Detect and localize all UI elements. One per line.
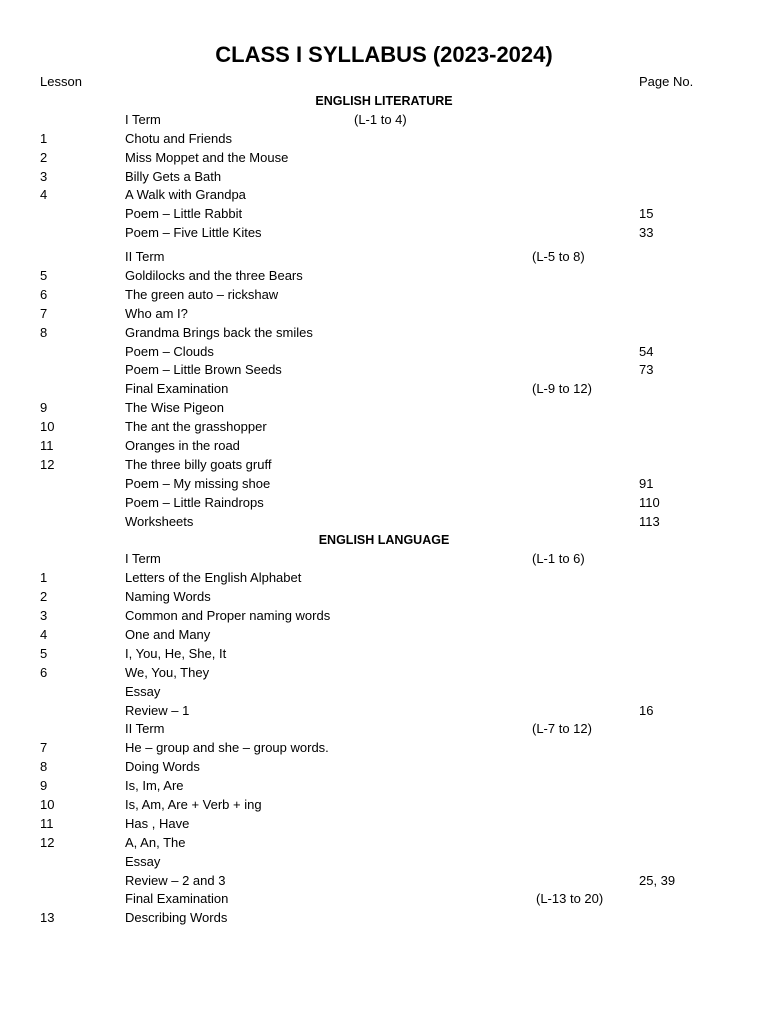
lesson-row xyxy=(0,588,768,607)
lesson-title: Is, Im, Are xyxy=(125,778,184,794)
lesson-row xyxy=(0,739,768,758)
lesson-column-header: Lesson xyxy=(40,74,82,89)
lesson-row xyxy=(0,664,768,683)
lesson-title: Poem – My missing shoe xyxy=(125,475,271,491)
lesson-row xyxy=(0,205,768,224)
lesson-row xyxy=(0,626,768,645)
term-row xyxy=(0,890,768,909)
lesson-number: 10 xyxy=(40,796,55,812)
term-row xyxy=(0,720,768,739)
term-row xyxy=(0,380,768,399)
lesson-number: 12 xyxy=(40,456,55,472)
lesson-title: He – group and she – group words. xyxy=(125,740,329,756)
lesson-row xyxy=(0,437,768,456)
lesson-range: (L-13 to 20) xyxy=(536,891,604,907)
lesson-row xyxy=(0,815,768,834)
term-title: I Term xyxy=(125,111,161,127)
term-title: I Term xyxy=(125,551,161,567)
lesson-row xyxy=(0,418,768,437)
lesson-row xyxy=(0,343,768,362)
lesson-range: (L-7 to 12) xyxy=(532,721,592,737)
lesson-title: Oranges in the road xyxy=(125,438,240,454)
lesson-title: A Walk with Grandpa xyxy=(125,187,246,203)
lesson-title: Is, Am, Are + Verb + ing xyxy=(125,796,262,812)
lesson-title: Essay xyxy=(125,683,161,699)
lesson-title: Letters of the English Alphabet xyxy=(125,570,302,586)
lesson-row xyxy=(0,305,768,324)
lesson-row xyxy=(0,361,768,380)
lesson-title: Worksheets xyxy=(125,513,194,529)
term-title: II Term xyxy=(125,249,165,265)
lesson-row xyxy=(0,286,768,305)
lesson-title: Who am I? xyxy=(125,305,188,321)
lesson-row xyxy=(0,607,768,626)
lesson-number: 11 xyxy=(40,438,54,454)
lesson-number: 1 xyxy=(40,570,48,586)
page-number: 54 xyxy=(639,343,654,359)
lesson-title: Poem – Five Little Kites xyxy=(125,225,262,241)
lesson-title: A, An, The xyxy=(125,834,186,850)
term-title: Final Examination xyxy=(125,381,229,397)
lesson-row xyxy=(0,475,768,494)
lesson-row xyxy=(0,168,768,187)
section-title: ENGLISH LANGUAGE xyxy=(318,533,450,548)
lesson-title: One and Many xyxy=(125,626,211,642)
lesson-title: The Wise Pigeon xyxy=(125,400,224,416)
term-row xyxy=(0,550,768,569)
section-heading xyxy=(0,531,768,550)
lesson-number: 5 xyxy=(40,645,48,661)
lesson-title: Goldilocks and the three Bears xyxy=(125,268,303,284)
lesson-title: Poem – Little Raindrops xyxy=(125,494,264,510)
lesson-row xyxy=(0,645,768,664)
lesson-title: The three billy goats gruff xyxy=(125,456,272,472)
lesson-number: 5 xyxy=(40,268,48,284)
lesson-range: (L-1 to 4) xyxy=(354,111,407,127)
lesson-row xyxy=(0,130,768,149)
lesson-row xyxy=(0,872,768,891)
lesson-range: (L-5 to 8) xyxy=(532,249,585,265)
lesson-title: Doing Words xyxy=(125,759,200,775)
lesson-title: The green auto – rickshaw xyxy=(125,286,279,302)
lesson-number: 3 xyxy=(40,608,48,624)
lesson-number: 3 xyxy=(40,168,48,184)
lesson-title: Review – 2 and 3 xyxy=(125,872,226,888)
lesson-row xyxy=(0,149,768,168)
lesson-title: We, You, They xyxy=(125,664,210,680)
lesson-number: 4 xyxy=(40,187,48,203)
lesson-number: 12 xyxy=(40,834,55,850)
section-heading xyxy=(0,92,768,111)
page-number: 91 xyxy=(639,475,654,491)
lesson-number: 7 xyxy=(40,305,48,321)
lesson-number: 10 xyxy=(40,419,55,435)
lesson-number: 11 xyxy=(40,815,54,831)
term-row xyxy=(0,248,768,267)
term-row xyxy=(0,111,768,130)
lesson-row xyxy=(0,186,768,205)
lesson-title: The ant the grasshopper xyxy=(125,419,267,435)
lesson-title: Poem – Little Rabbit xyxy=(125,206,243,222)
lesson-title: Essay xyxy=(125,853,161,869)
section-title: ENGLISH LITERATURE xyxy=(315,94,453,108)
lesson-title: Has , Have xyxy=(125,815,190,831)
lesson-number: 8 xyxy=(40,759,48,775)
term-title: Final Examination xyxy=(125,891,229,907)
page-number: 16 xyxy=(639,702,654,718)
lesson-row xyxy=(0,777,768,796)
lesson-title: Common and Proper naming words xyxy=(125,608,331,624)
lesson-number: 2 xyxy=(40,149,48,165)
lesson-title: Miss Moppet and the Mouse xyxy=(125,149,289,165)
term-title: II Term xyxy=(125,721,165,737)
lesson-title: Poem – Little Brown Seeds xyxy=(125,362,282,378)
lesson-title: Chotu and Friends xyxy=(125,130,232,146)
lesson-title: Describing Words xyxy=(125,910,228,926)
page-number: 110 xyxy=(639,494,660,510)
lesson-row xyxy=(0,224,768,243)
lesson-number: 9 xyxy=(40,778,48,794)
lesson-title: Poem – Clouds xyxy=(125,343,214,359)
lesson-row xyxy=(0,267,768,286)
page-title: CLASS I SYLLABUS (2023-2024) xyxy=(215,42,553,67)
lesson-number: 6 xyxy=(40,664,48,680)
lesson-number: 4 xyxy=(40,626,48,642)
lesson-row xyxy=(0,324,768,343)
lesson-range: (L-9 to 12) xyxy=(532,381,592,397)
lesson-number: 1 xyxy=(40,130,48,146)
lesson-row xyxy=(0,702,768,721)
lesson-row xyxy=(0,834,768,853)
page-number: 113 xyxy=(639,513,660,529)
lesson-row xyxy=(0,569,768,588)
syllabus-rows xyxy=(0,92,768,928)
lesson-number: 8 xyxy=(40,324,48,340)
page-number: 73 xyxy=(639,362,654,378)
lesson-row xyxy=(0,513,768,532)
lesson-number: 6 xyxy=(40,286,48,302)
lesson-number: 7 xyxy=(40,740,48,756)
lesson-row xyxy=(0,494,768,513)
lesson-title: Grandma Brings back the smiles xyxy=(125,324,313,340)
lesson-number: 13 xyxy=(40,910,55,926)
page-number: 25, 39 xyxy=(639,872,676,888)
page-number: 33 xyxy=(639,225,654,241)
lesson-number: 2 xyxy=(40,589,48,605)
lesson-row xyxy=(0,796,768,815)
page-number-column-header: Page No. xyxy=(639,74,694,89)
lesson-title: Naming Words xyxy=(125,589,211,605)
lesson-title: Review – 1 xyxy=(125,702,190,718)
lesson-title: I, You, He, She, It xyxy=(125,645,227,661)
lesson-row xyxy=(0,853,768,872)
lesson-title: Billy Gets a Bath xyxy=(125,168,222,184)
lesson-row xyxy=(0,683,768,702)
lesson-number: 9 xyxy=(40,400,48,416)
lesson-row xyxy=(0,456,768,475)
lesson-row xyxy=(0,909,768,928)
lesson-range: (L-1 to 6) xyxy=(532,551,585,567)
lesson-row xyxy=(0,399,768,418)
page-number: 15 xyxy=(639,206,654,222)
lesson-row xyxy=(0,758,768,777)
